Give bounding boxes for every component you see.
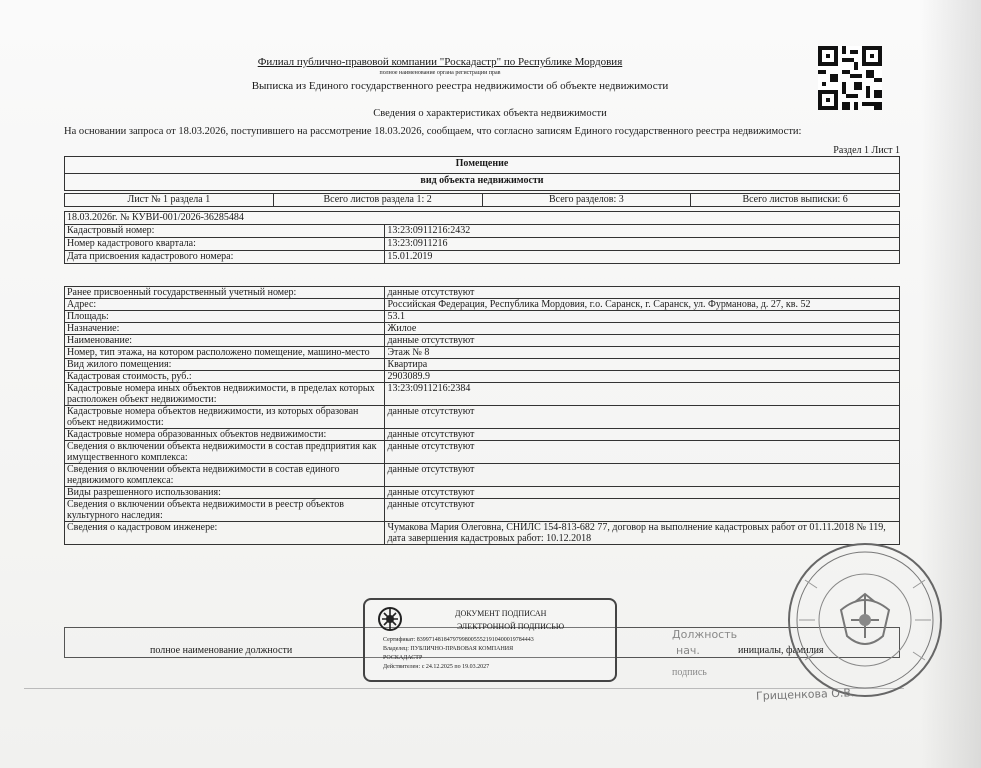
row-value: данные отсутствуют [385, 335, 900, 347]
table-row [65, 347, 900, 359]
table-row [65, 406, 900, 429]
sheet-meta-row [64, 193, 900, 207]
table-row [65, 311, 900, 323]
row-value: данные отсутствуют [385, 406, 900, 429]
record-number: 18.03.2026г. № КУВИ-001/2026-36285484 [65, 212, 900, 225]
stamp-validity: Действителен: с 24.12.2025 по 19.03.2027 [383, 664, 490, 670]
row-value: данные отсутствуют [385, 464, 900, 487]
table-row [65, 429, 900, 441]
row-label: Наименование: [65, 335, 385, 347]
row-value: 13:23:0911216 [385, 238, 900, 251]
signature-label: подпись [672, 667, 707, 678]
object-type: Помещение [65, 157, 900, 174]
row-label: Кадастровый номер: [65, 225, 385, 238]
details-table [64, 286, 900, 545]
table-row [65, 371, 900, 383]
table-row [65, 225, 900, 238]
row-value: Этаж № 8 [385, 347, 900, 359]
table-row [65, 323, 900, 335]
row-label: Сведения о включении объекта недвижимости в реестр объектов культурного наследия: [65, 499, 385, 522]
name-label: инициалы, фамилия [738, 645, 824, 656]
sheets-in-section: Всего листов раздела 1: 2 [273, 194, 482, 207]
row-value: 15.01.2019 [385, 251, 900, 264]
row-label: Вид жилого помещения: [65, 359, 385, 371]
stamp-owner-org: РОСКАДАСТР [383, 655, 423, 661]
row-value: Квартира [385, 359, 900, 371]
stamp-certificate: Сертификат: 839971481847979980055521910400019784443 [383, 637, 534, 643]
position-handwritten: Должность [672, 628, 738, 641]
row-label: Сведения о включении объекта недвижимости в состав единого недвижимого комплекса: [65, 464, 385, 487]
stamp-title: ДОКУМЕНТ ПОДПИСАН [455, 609, 547, 618]
document-title: Выписка из Единого государственного реестра недвижимости об объекте недвижимости [251, 80, 669, 92]
row-value: данные отсутствуют [385, 287, 900, 299]
sections-count: Всего разделов: 3 [482, 194, 691, 207]
record-table [64, 211, 900, 264]
row-label: Номер, тип этажа, на котором расположено помещение, машино-место [65, 347, 385, 359]
crest-icon [377, 606, 403, 632]
stamp-owner: Владелец: ПУБЛИЧНО-ПРАВОВАЯ КОМПАНИЯ [383, 646, 514, 652]
row-label: Кадастровая стоимость, руб.: [65, 371, 385, 383]
object-type-box [64, 156, 900, 191]
table-row [65, 383, 900, 406]
row-value: 53.1 [385, 311, 900, 323]
signature-row-left-border [64, 627, 65, 657]
row-value: Российская Федерация, Республика Мордовия, г.о. Саранск, г. Саранск, ул. Фурманова, д. 27, кв. 52 [385, 299, 900, 311]
row-value: Чумакова Мария Олеговна, СНИЛС 154-813-682 77, договор на выполнение кадастровых работ от 01.11.2018 № 119, дата завершения кадастровых работ: 10.12.2018 [385, 522, 900, 545]
stamp-subtitle: ЭЛЕКТРОННОЙ ПОДПИСЬЮ [457, 622, 565, 631]
request-text: На основании запроса от 18.03.2026, поступившего на рассмотрение 18.03.2026, сообщаем, что согласно записям Единого государственного реестра недвижимости: [64, 126, 802, 137]
row-label: Ранее присвоенный государственный учетный номер: [65, 287, 385, 299]
row-value: данные отсутствуют [385, 441, 900, 464]
row-label: Назначение: [65, 323, 385, 335]
row-label: Виды разрешенного использования: [65, 487, 385, 499]
row-label: Площадь: [65, 311, 385, 323]
total-sheets: Всего листов выписки: 6 [691, 194, 900, 207]
row-label: Сведения о включении объекта недвижимости в состав предприятия как имущественного комплекса: [65, 441, 385, 464]
row-label: Адрес: [65, 299, 385, 311]
row-value: 13:23:0911216:2432 [385, 225, 900, 238]
table-row [65, 287, 900, 299]
row-label: Сведения о кадастровом инженере: [65, 522, 385, 545]
official-seal-icon [785, 540, 945, 700]
table-row [65, 487, 900, 499]
org-name: Филиал публично-правовой компании "Роскадастр" по Республике Мордовия [257, 56, 623, 68]
table-row [65, 238, 900, 251]
position-label: полное наименование должности [150, 645, 293, 656]
table-row [65, 499, 900, 522]
row-label: Номер кадастрового квартала: [65, 238, 385, 251]
sheet-number: Лист № 1 раздела 1 [65, 194, 274, 207]
org-caption: полное наименование органа регистрации прав [379, 70, 501, 76]
section-sheet-ref: Раздел 1 Лист 1 [833, 145, 900, 156]
table-row [65, 335, 900, 347]
table-row [65, 464, 900, 487]
row-value: данные отсутствуют [385, 429, 900, 441]
row-value: 13:23:0911216:2384 [385, 383, 900, 406]
document-subtitle: Сведения о характеристиках объекта недвижимости [373, 108, 607, 119]
row-value: данные отсутствуют [385, 499, 900, 522]
electronic-signature-stamp [363, 598, 617, 682]
table-row [65, 299, 900, 311]
handwritten-signer-name: Грищенкова О.В. [755, 686, 855, 703]
table-row [65, 359, 900, 371]
table-row [65, 251, 900, 264]
name-handwritten: нач. [676, 644, 700, 657]
row-label: Дата присвоения кадастрового номера: [65, 251, 385, 264]
object-type-caption: вид объекта недвижимости [65, 174, 900, 191]
table-row [65, 441, 900, 464]
row-value: Жилое [385, 323, 900, 335]
table-row [65, 522, 900, 545]
row-value: данные отсутствуют [385, 487, 900, 499]
qr-code-icon [818, 46, 882, 110]
row-label: Кадастровые номера иных объектов недвижимости, в пределах которых расположен объект недвижимости: [65, 383, 385, 406]
row-value: 2903089.9 [385, 371, 900, 383]
row-label: Кадастровые номера объектов недвижимости, из которых образован объект недвижимости: [65, 406, 385, 429]
row-label: Кадастровые номера образованных объектов недвижимости: [65, 429, 385, 441]
stamp-details [383, 636, 534, 672]
